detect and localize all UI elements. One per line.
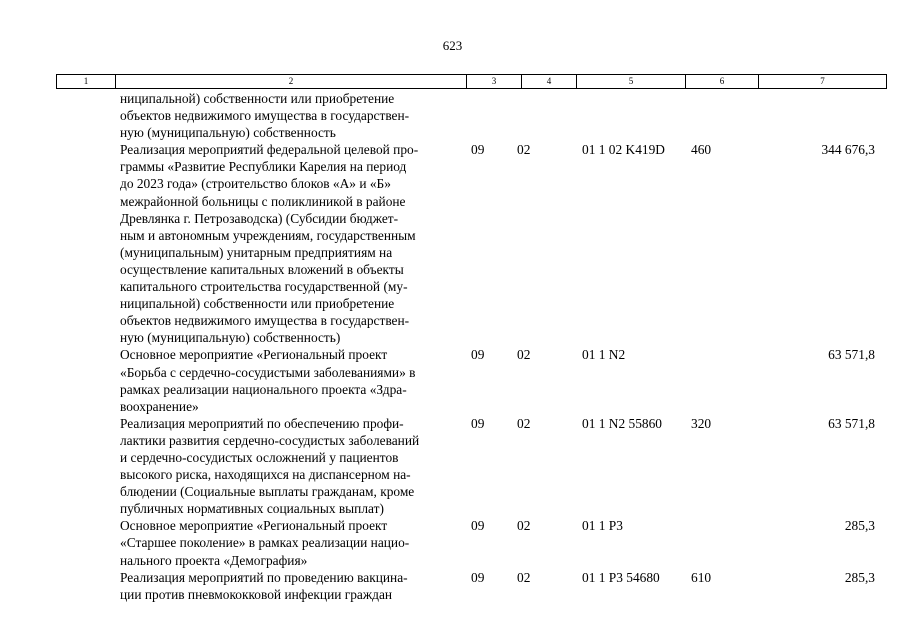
- row-subsection: 02: [517, 142, 531, 158]
- header-col-6: 6: [686, 75, 759, 88]
- header-col-7: 7: [820, 76, 825, 86]
- row-expense-type: 460: [691, 142, 712, 158]
- row-description: Реализация мероприятий по проведению вакцина- ции против пневмококковой инфекции граждан: [120, 569, 408, 602]
- header-col-3: 3: [467, 75, 522, 88]
- row-target-article: 01 1 02 K419D: [582, 142, 665, 158]
- row-target-article: 01 1 N2: [582, 347, 626, 363]
- row-description: Реализация мероприятий по обеспечению профи- лактики развития сердечно-сосудистых заболеваний и сердечно-сосудистых осложнений у пациентов высокого риска, находящихся на диспансерном на- блюдении (Социальные выплаты гражданам, кроме публичных нормативных социальных выплат): [120, 415, 420, 517]
- row-description: Реализация мероприятий федеральной целевой про- граммы «Развитие Республики Карелия на период до 2023 года» (строительство блоков «А» и «Б» межрайонной больницы с поликлиникой в районе Древлянка г. Петрозаводска) (Субсидии бюджет- ным и автономным учреждениям, государственным (муниципальным) унитарным предприятиям на осуществление капитальных вложений в объекты капитального строительства государственной (му- ниципальной) собственности или приобретение объектов недвижимого имущества в государствен- ную (муниципальную) собственность): [120, 142, 419, 346]
- row-amount: 344 676,3: [821, 142, 875, 158]
- table-row: [0, 415, 905, 518]
- row-target-article: 01 1 P3: [582, 518, 623, 534]
- page-number: 623: [442, 38, 463, 53]
- table-row: [0, 90, 905, 141]
- row-amount: 63 571,8: [828, 415, 875, 431]
- header-col-5: 5: [577, 75, 686, 88]
- row-section: 09: [471, 415, 485, 431]
- row-amount: 285,3: [844, 518, 875, 534]
- row-amount: 63 571,8: [828, 347, 875, 363]
- row-description: ниципальной) собственности или приобретение объектов недвижимого имущества в государствен- ную (муниципальную) собственность: [120, 91, 410, 141]
- header-col-2: 2: [116, 75, 467, 88]
- table-row: [0, 569, 905, 603]
- table-header: [56, 74, 887, 89]
- row-subsection: 02: [517, 569, 531, 585]
- row-amount: 285,3: [844, 569, 875, 585]
- row-section: 09: [471, 569, 485, 585]
- row-section: 09: [471, 518, 485, 534]
- table-row: [0, 141, 905, 346]
- table-body: [0, 90, 905, 603]
- header-col-4: 4: [522, 75, 577, 88]
- row-subsection: 02: [517, 518, 531, 534]
- row-section: 09: [471, 142, 485, 158]
- table-row: [0, 346, 905, 414]
- row-subsection: 02: [517, 415, 531, 431]
- row-expense-type: 610: [691, 569, 712, 585]
- row-description: Основное мероприятие «Региональный проект «Старшее поколение» в рамках реализации нацио- нального проекта «Демография»: [120, 518, 410, 568]
- row-subsection: 02: [517, 347, 531, 363]
- table-row: [0, 517, 905, 568]
- header-col-1: 1: [57, 75, 116, 88]
- row-target-article: 01 1 P3 54680: [582, 569, 660, 585]
- row-expense-type: 320: [691, 415, 712, 431]
- row-description: Основное мероприятие «Региональный проект «Борьба с сердечно-сосудистыми заболеваниями» в рамках реализации национального проекта «Здра- воохранение»: [120, 347, 416, 414]
- row-section: 09: [471, 347, 485, 363]
- row-target-article: 01 1 N2 55860: [582, 415, 662, 431]
